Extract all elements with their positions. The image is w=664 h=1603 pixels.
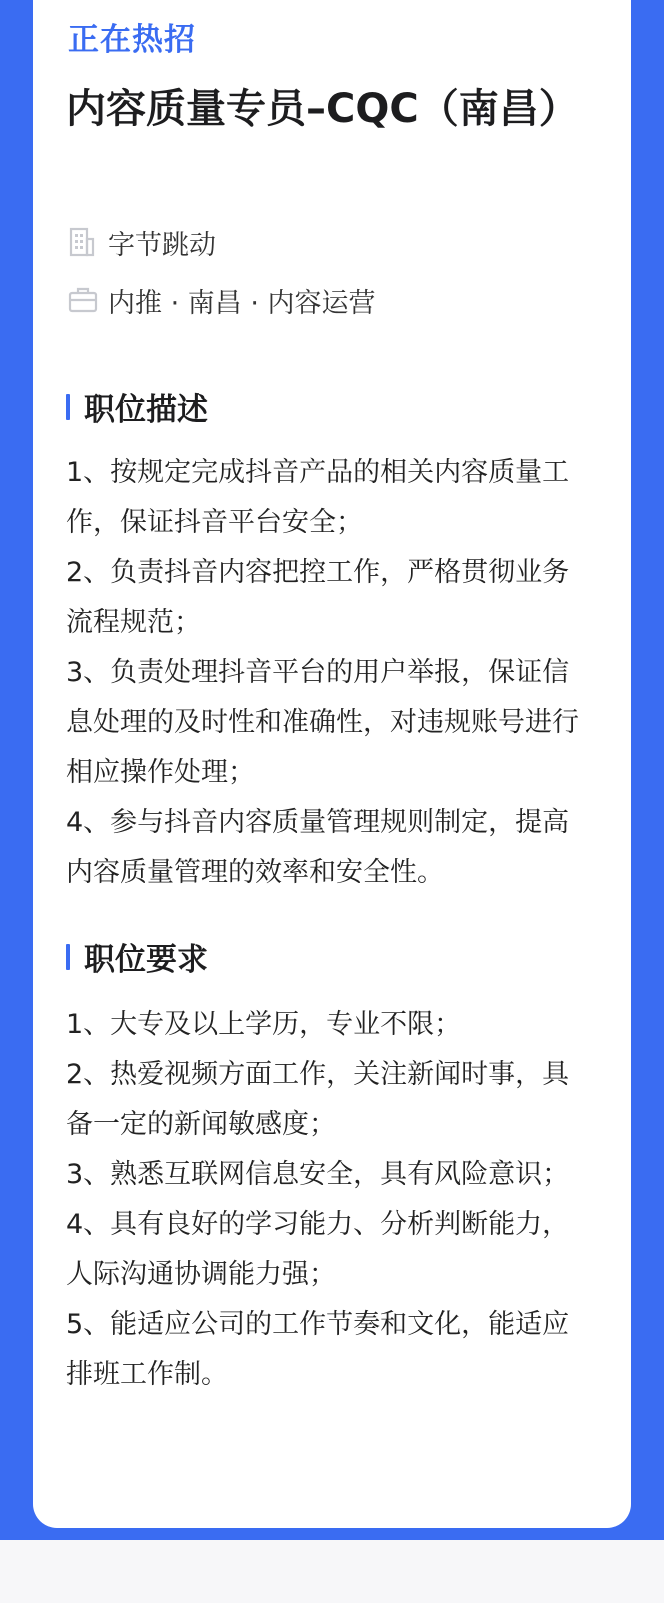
requirements-list xyxy=(66,1000,586,1400)
requirements-heading-label: 职位要求 xyxy=(84,942,208,978)
list-item: 2、热爱视频方面工作，关注新闻时事，具备一定的新闻敏感度； xyxy=(66,1059,570,1140)
building-icon xyxy=(68,227,98,257)
heading-accent-bar xyxy=(66,394,70,420)
job-details: 内推 · 南昌 · 内容运营 xyxy=(108,287,376,319)
description-heading-label: 职位描述 xyxy=(84,392,208,428)
briefcase-icon xyxy=(68,285,98,315)
job-title: 内容质量专员–CQC（南昌） xyxy=(66,86,579,132)
requirements-heading xyxy=(66,934,208,979)
hiring-tag: 正在热招 xyxy=(68,22,196,58)
details-row xyxy=(68,280,376,320)
company-row xyxy=(68,222,216,262)
list-item: 1、大专及以上学历，专业不限； xyxy=(66,1009,462,1040)
description-heading xyxy=(66,384,208,429)
list-item: 3、熟悉互联网信息安全，具有风险意识； xyxy=(66,1159,570,1190)
list-item: 2、负责抖音内容把控工作，严格贯彻业务流程规范； xyxy=(66,557,570,638)
description-list xyxy=(66,448,586,898)
heading-accent-bar xyxy=(66,944,70,970)
list-item: 5、能适应公司的工作节奏和文化，能适应排班工作制。 xyxy=(66,1309,570,1390)
list-item: 3、负责处理抖音平台的用户举报，保证信息处理的及时性和准确性，对违规账号进行相应操作处理； xyxy=(66,657,579,788)
list-item: 1、按规定完成抖音产品的相关内容质量工作，保证抖音平台安全； xyxy=(66,457,570,538)
list-item: 4、具有良好的学习能力、分析判断能力，人际沟通协调能力强； xyxy=(66,1209,570,1290)
list-item: 4、参与抖音内容质量管理规则制定，提高内容质量管理的效率和安全性。 xyxy=(66,807,570,888)
company-name: 字节跳动 xyxy=(108,229,216,261)
job-card xyxy=(33,0,631,1528)
bottom-strip xyxy=(0,1540,664,1603)
